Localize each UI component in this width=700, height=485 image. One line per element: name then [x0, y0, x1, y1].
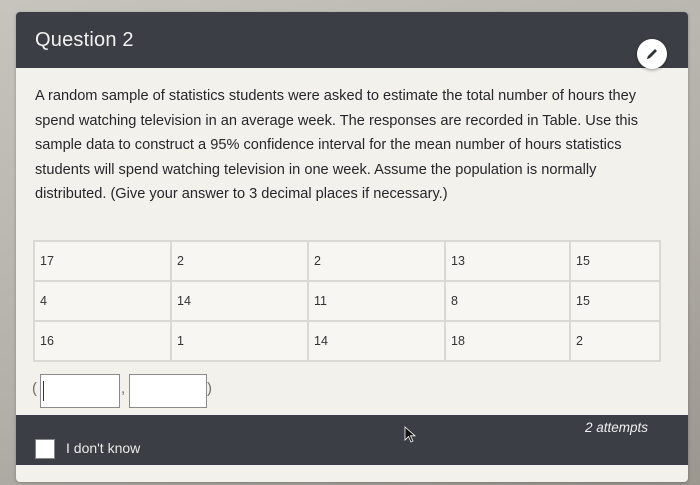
open-paren: ( [32, 380, 37, 397]
table-cell: 1 [171, 321, 308, 361]
table-cell: 11 [308, 281, 445, 321]
attempts-counter: 2 attempts [585, 420, 649, 435]
close-paren: ) [207, 380, 212, 397]
table-cell: 8 [445, 281, 570, 321]
table-cell: 2 [308, 241, 445, 281]
table-cell: 18 [445, 321, 570, 361]
dont-know-label[interactable]: I don't know [66, 440, 141, 456]
table-cell: 2 [171, 241, 308, 281]
separator-comma: , [121, 380, 126, 397]
table-cell: 4 [34, 281, 171, 321]
table-cell: 14 [308, 321, 445, 361]
table-cell: 2 [570, 321, 660, 361]
table-cell: 16 [34, 321, 171, 361]
table-cell: 14 [171, 281, 308, 321]
upper-bound-input[interactable] [129, 374, 207, 408]
table-row [34, 241, 660, 281]
question-prompt: A random sample of statistics students were asked to estimate the total number of hours they spend watching television in an average week. The responses are recorded in Table. Use this sample data to construct a 95% confidence interval for the mean number of hours statistics students will spend watching television in one week. Assume the population is normally distributed. (Give your answer to 3 decimal places if necessary.) [35, 88, 639, 203]
question-header [16, 12, 688, 68]
question-title: Question 2 [35, 29, 134, 51]
table-cell: 17 [34, 241, 171, 281]
mouse-pointer-icon [404, 426, 418, 444]
dont-know-checkbox[interactable] [35, 439, 55, 459]
edit-button[interactable] [637, 39, 667, 69]
table-cell: 15 [570, 281, 660, 321]
text-caret [43, 381, 44, 401]
lower-bound-input[interactable] [40, 374, 120, 408]
table-row [34, 281, 660, 321]
question-card [16, 12, 688, 482]
table-row [34, 321, 660, 361]
pencil-icon [644, 46, 660, 62]
table-cell: 15 [570, 241, 660, 281]
table-cell: 13 [445, 241, 570, 281]
data-table [33, 240, 661, 362]
